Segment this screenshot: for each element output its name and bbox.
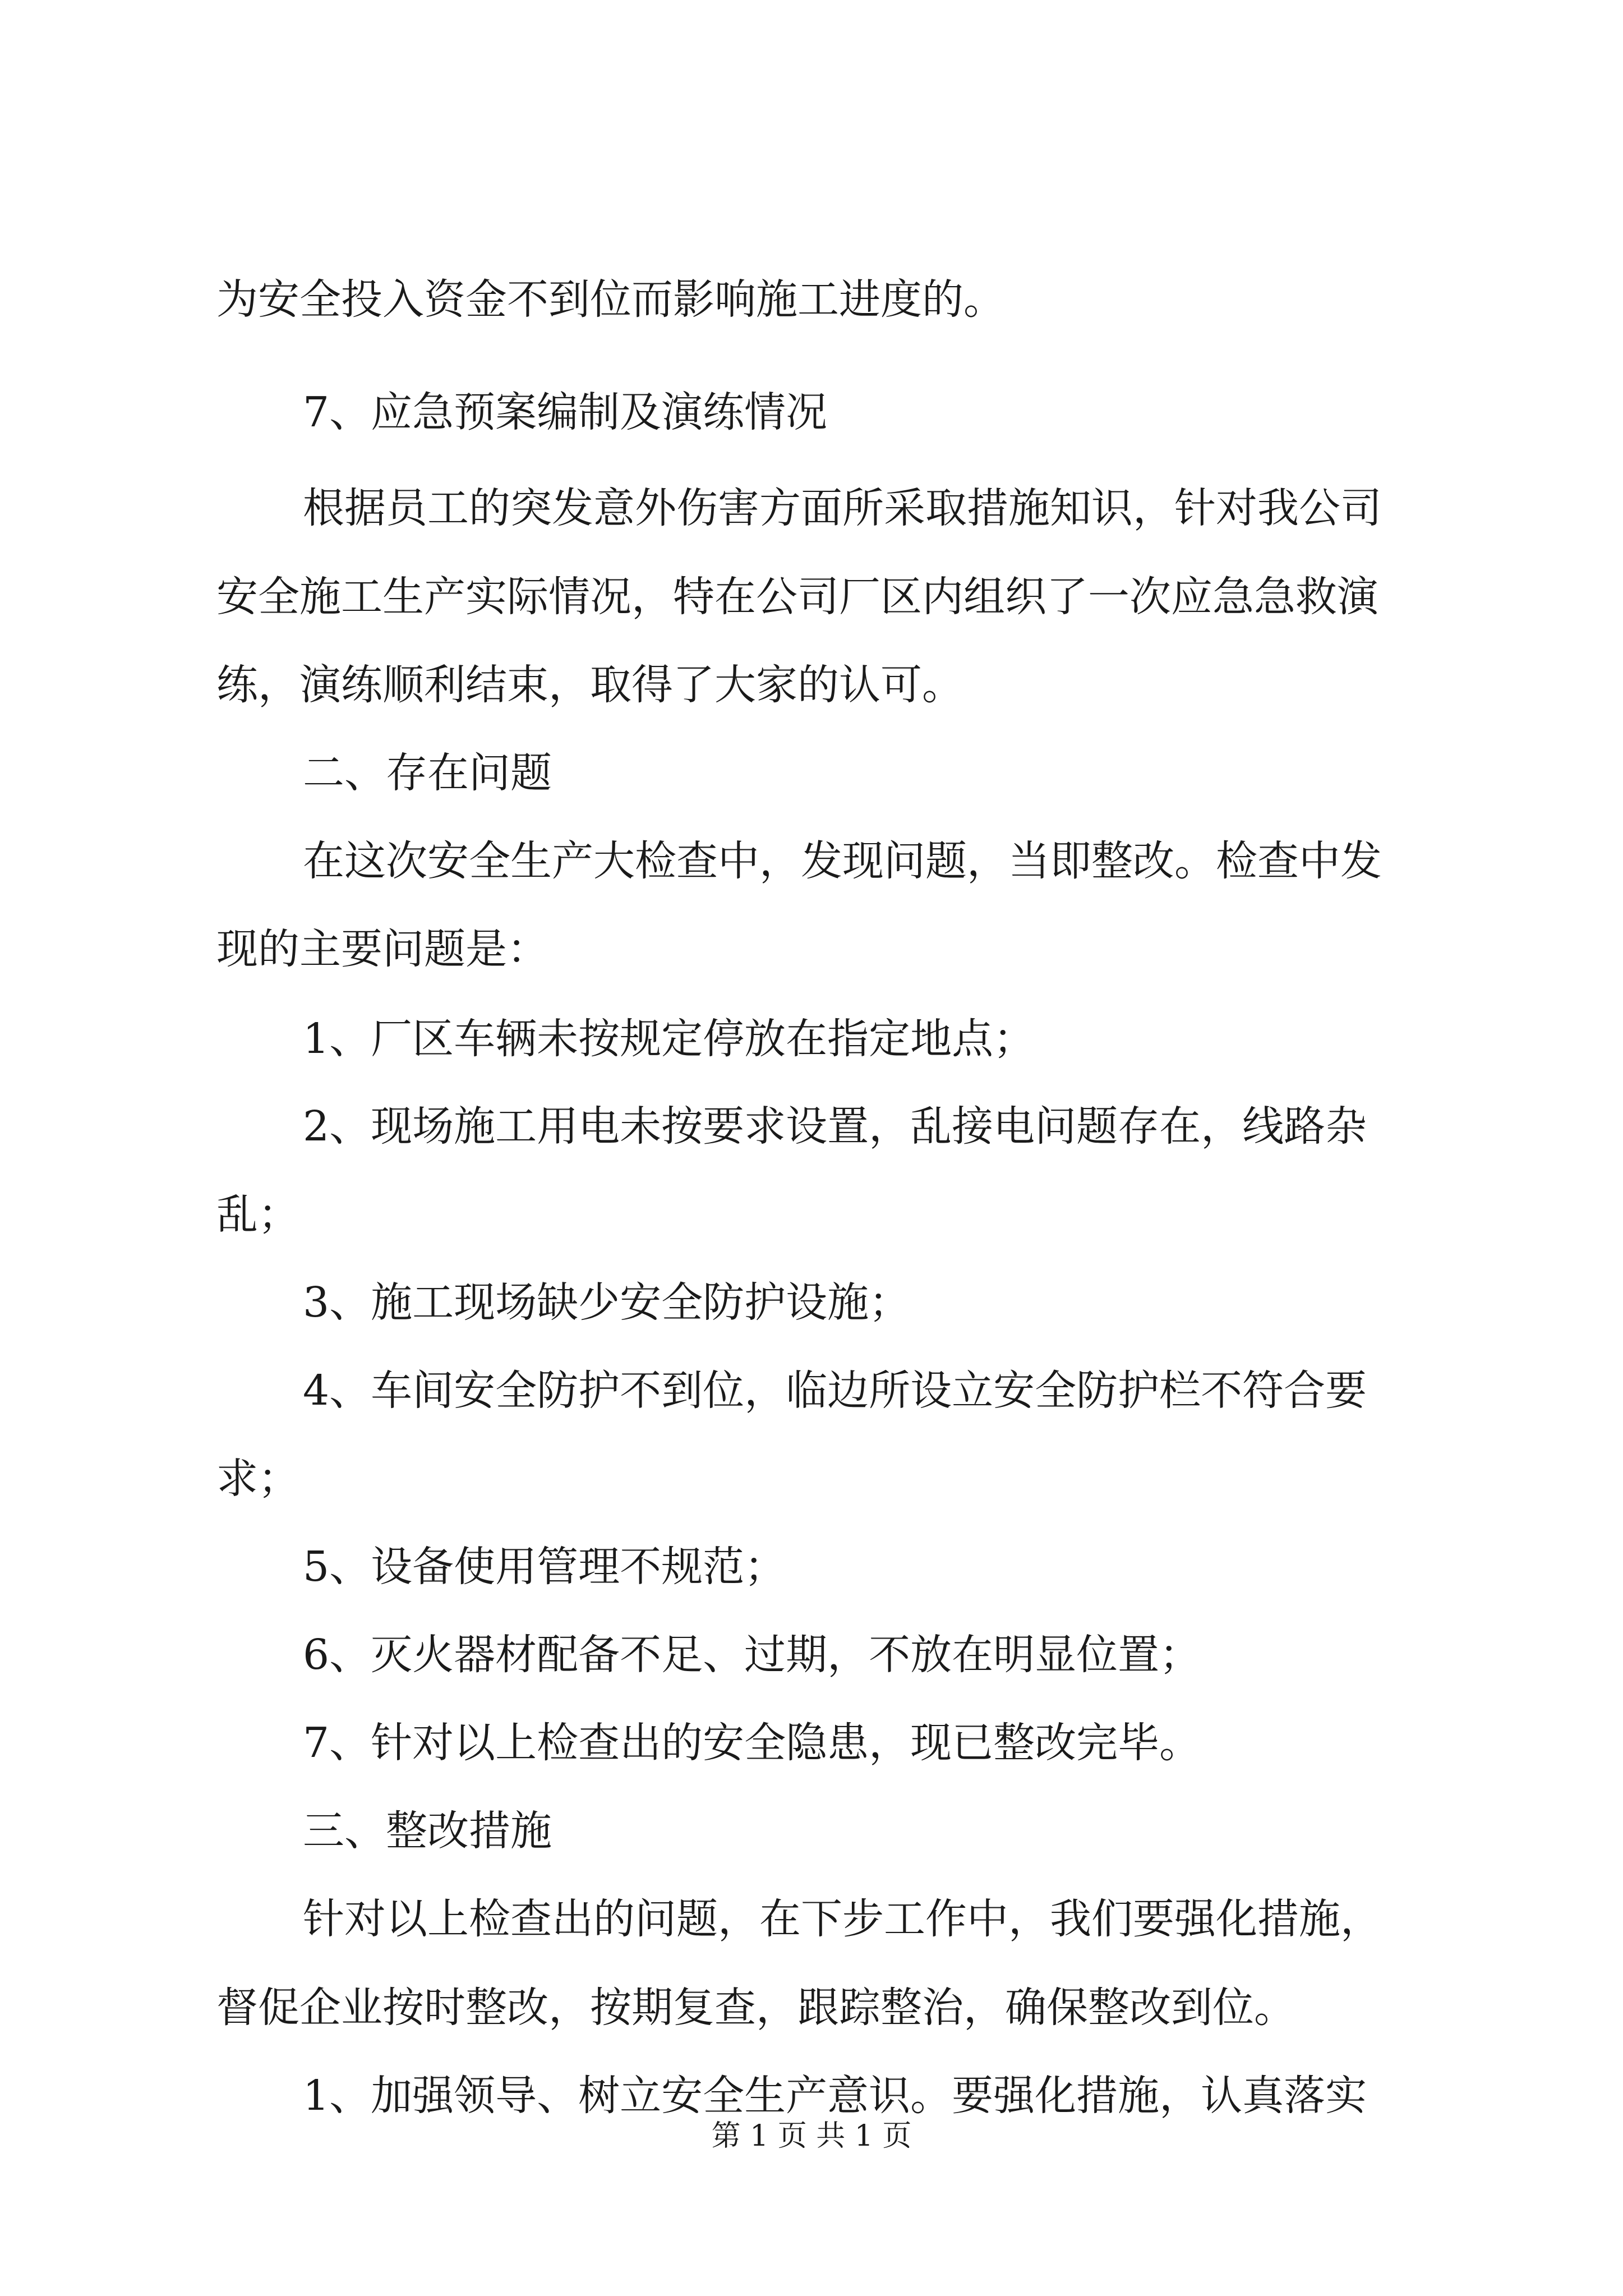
text-line: 现的主要问题是： (216, 925, 548, 973)
list-item: 5、设备使用管理不规范； (303, 1543, 786, 1591)
list-item: 3、施工现场缺少安全防护设施； (303, 1278, 911, 1327)
list-item: 4、车间安全防护不到位，临边所设立安全防护栏不符合要 (303, 1366, 1367, 1415)
section-heading: 二、存在问题 (303, 749, 552, 797)
list-item: 7、针对以上检查出的安全隐患，现已整改完毕。 (303, 1719, 1201, 1767)
section-heading: 7、应急预案编制及演练情况 (303, 388, 828, 436)
list-item-continuation: 求； (216, 1455, 299, 1503)
list-item: 2、现场施工用电未按要求设置，乱接电问题存在，线路杂 (303, 1102, 1367, 1151)
text-line: 安全施工生产实际情况，特在公司厂区内组织了一次应急急救演 (216, 573, 1378, 621)
text-line: 练，演练顺利结束，取得了大家的认可。 (216, 661, 963, 709)
text-line: 督促企业按时整改，按期复查，跟踪整治，确保整改到位。 (216, 1984, 1295, 2032)
page-footer: 第 1 页 共 1 页 (711, 2119, 912, 2153)
text-line: 针对以上检查出的问题，在下步工作中，我们要强化措施， (303, 1895, 1382, 1943)
text-line: 根据员工的突发意外伤害方面所采取措施知识，针对我公司 (303, 484, 1382, 532)
section-heading: 三、整改措施 (303, 1807, 552, 1855)
list-item: 1、厂区车辆未按规定停放在指定地点； (303, 1015, 1035, 1063)
list-item: 6、灭火器材配备不足、过期，不放在明显位置； (303, 1631, 1201, 1679)
text-line: 为安全投入资金不到位而影响施工进度的。 (216, 275, 1005, 324)
list-item: 1、加强领导、树立安全生产意识。要强化措施，认真落实 (303, 2072, 1367, 2120)
list-item-continuation: 乱； (216, 1190, 299, 1239)
text-line: 在这次安全生产大检查中，发现问题，当即整改。检查中发 (303, 837, 1382, 885)
